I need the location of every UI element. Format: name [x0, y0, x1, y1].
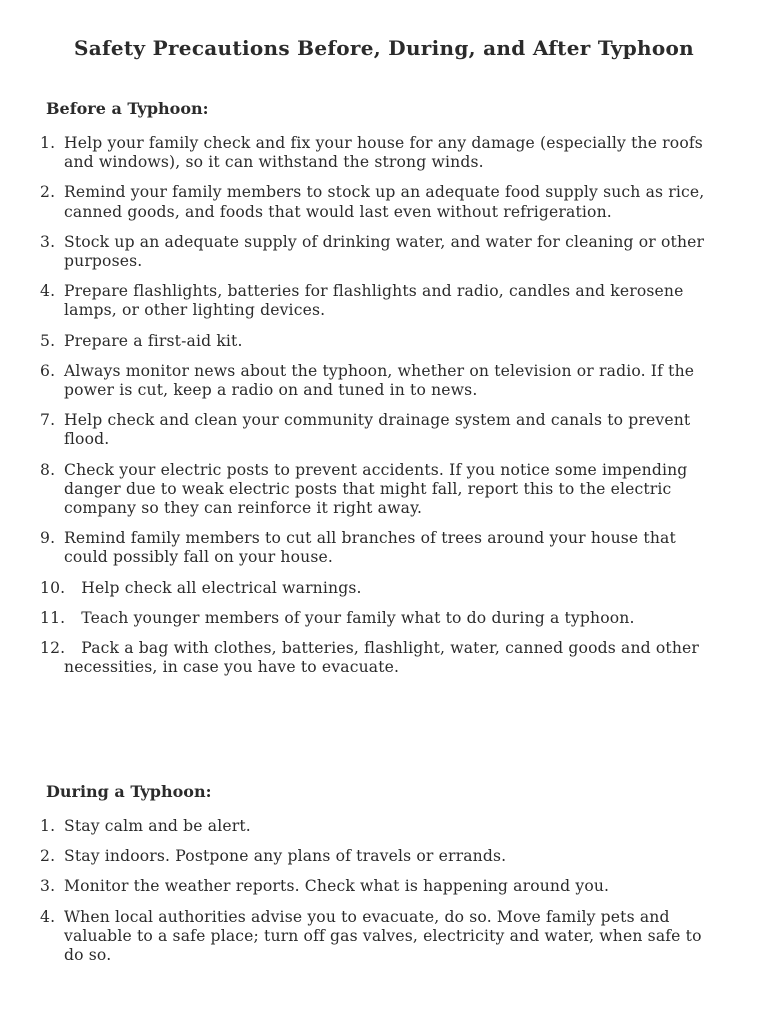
- list-item-text: Remind family members to cut all branches of trees around your house that could possibly fall on your house.: [64, 529, 676, 567]
- list-item-text: Monitor the weather reports. Check what is happening around you.: [64, 877, 610, 896]
- list-item-text: Remind your family members to stock up an adequate food supply such as rice, canned goods, and foods that would last even without refrigeration.: [64, 183, 705, 221]
- list-item-number: 2.: [40, 847, 56, 866]
- list-item-number: 3.: [40, 877, 56, 896]
- list-item-text: Teach younger members of your family what to do during a typhoon.: [81, 608, 635, 627]
- list-item: [40, 877, 720, 896]
- list-item-number: 1.: [40, 134, 56, 152]
- list-item-number: 2.: [40, 183, 56, 202]
- list-item: [40, 332, 720, 351]
- list-item-text: Help your family check and fix your house for any damage (especially the roofs and windows), so it can withstand the strong winds.: [64, 134, 703, 172]
- list-item-text: Prepare a first-aid kit.: [64, 331, 243, 350]
- list-item: [40, 282, 720, 320]
- list-item-number: 9.: [40, 529, 56, 548]
- during-list: [40, 817, 720, 976]
- list-item: [40, 183, 720, 221]
- list-item-text: Help check and clean your community drainage system and canals to prevent flood.: [64, 411, 691, 449]
- list-item: [40, 233, 720, 271]
- list-item: [40, 579, 720, 598]
- list-item-text: When local authorities advise you to evacuate, do so. Move family pets and valuable to a safe place; turn off gas valves, electricity and water, when safe to do so.: [64, 907, 702, 965]
- list-item: [40, 134, 720, 172]
- list-item: [40, 362, 720, 400]
- list-item-text: Check your electric posts to prevent accidents. If you notice some impending danger due to weak electric posts that might fall, report this to the electric company so they can reinforce it right away.: [64, 460, 688, 518]
- list-item: [40, 529, 720, 567]
- list-item-number: 4.: [40, 907, 56, 926]
- list-item-text: Stay indoors. Postpone any plans of travels or errands.: [64, 847, 507, 866]
- list-item-number: 6.: [40, 361, 56, 380]
- list-item-text: Stay calm and be alert.: [64, 817, 251, 835]
- list-item: [40, 461, 720, 519]
- list-item-number: 12.: [40, 639, 66, 658]
- before-heading: Before a Typhoon:: [46, 99, 209, 118]
- list-item-text: Always monitor news about the typhoon, whether on television or radio. If the power is cut, keep a radio on and tuned in to news.: [64, 361, 695, 400]
- list-item-text: Prepare flashlights, batteries for flashlights and radio, candles and kerosene lamps, or other lighting devices.: [64, 282, 684, 320]
- list-item: [40, 817, 720, 836]
- list-item-text: Pack a bag with clothes, batteries, flashlight, water, canned goods and other necessities, in case you have to evacuate.: [64, 639, 700, 677]
- list-item-text: Stock up an adequate supply of drinking water, and water for cleaning or other purposes.: [64, 232, 705, 271]
- list-item: [40, 847, 720, 866]
- page-title: Safety Precautions Before, During, and After Typhoon: [73, 36, 695, 60]
- before-list: [40, 134, 720, 688]
- list-item-number: 4.: [40, 282, 56, 301]
- list-item-number: 3.: [40, 232, 56, 251]
- list-item: [40, 411, 720, 449]
- list-item: [40, 639, 720, 677]
- during-heading: During a Typhoon:: [46, 782, 212, 801]
- list-item-number: 1.: [40, 817, 56, 835]
- list-item: [40, 908, 720, 966]
- list-item-number: 11.: [40, 608, 66, 627]
- list-item-number: 5.: [40, 331, 56, 350]
- list-item-number: 8.: [40, 460, 56, 479]
- list-item: [40, 609, 720, 628]
- list-item-number: 7.: [40, 411, 56, 430]
- list-item-text: Help check all electrical warnings.: [81, 578, 362, 597]
- list-item-number: 10.: [40, 578, 66, 597]
